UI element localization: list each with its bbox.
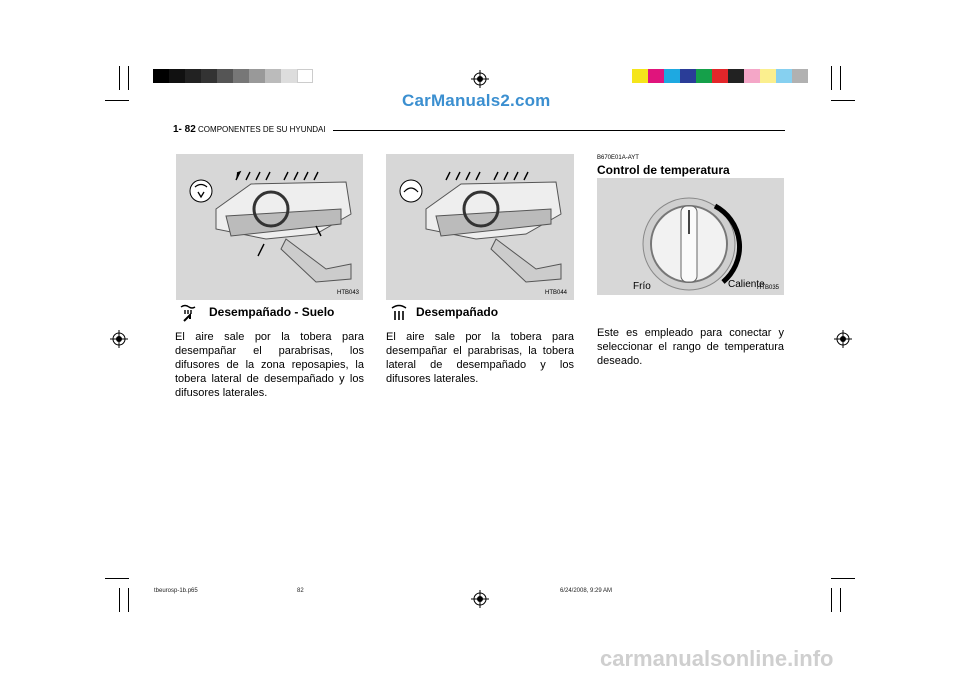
- page-header: [173, 124, 326, 135]
- temperature-knob-illustration: [597, 178, 784, 295]
- defrost-icon: [389, 303, 409, 323]
- crop-mark: [831, 578, 855, 579]
- footer-page: 82: [297, 588, 304, 594]
- crop-mark: [119, 588, 120, 612]
- grayscale-bar: [153, 69, 313, 83]
- dashboard-illustration: [176, 154, 363, 300]
- body-text: El aire sale por la tobera para desempañar el parabrisas, la tobera lateral de desempañado y los difusores laterales.: [386, 331, 574, 385]
- crop-mark: [840, 588, 841, 612]
- registration-mark-icon: [834, 330, 852, 348]
- figure-code: HTB035: [757, 285, 780, 291]
- footer-file: tbeurosp-1b.p65: [154, 588, 198, 594]
- color-bar: [632, 69, 808, 83]
- section-title: COMPONENTES DE SU HYUNDAI: [198, 125, 326, 134]
- body-text: El aire sale por la tobera para desempañar el parabrisas, los difusores de la zona reposapies, la tobera lateral de desempañado y los difusores laterales.: [175, 331, 364, 399]
- body-text: Este es empleado para conectar y seleccionar el rango de temperatura deseado.: [597, 327, 784, 367]
- crop-mark: [105, 100, 129, 101]
- watermark[interactable]: CarManuals2.com: [402, 91, 551, 110]
- crop-mark: [119, 66, 120, 90]
- defrost-floor-icon: [178, 303, 198, 323]
- dashboard-illustration: [386, 154, 574, 300]
- footer-date: 6/24/2008, 9:29 AM: [560, 588, 613, 594]
- figure-code: HTB044: [545, 290, 568, 296]
- section-heading: Control de temperatura: [597, 163, 730, 177]
- header-rule: [333, 130, 785, 131]
- crop-mark: [128, 588, 129, 612]
- bottom-watermark[interactable]: carmanualsonline.info: [600, 646, 834, 671]
- figure-code: HTB043: [337, 290, 360, 296]
- crop-mark: [128, 66, 129, 90]
- cold-label: Frío: [633, 281, 651, 292]
- registration-mark-icon: [471, 70, 489, 88]
- registration-mark-icon: [471, 590, 489, 608]
- section-heading: Desempañado: [416, 305, 499, 319]
- crop-mark: [831, 100, 855, 101]
- crop-mark: [831, 66, 832, 90]
- registration-mark-icon: [110, 330, 128, 348]
- page-number: 1- 82: [173, 124, 196, 135]
- crop-mark: [840, 66, 841, 90]
- section-heading: Desempañado - Suelo: [209, 305, 335, 319]
- reference-code: B670E01A-AYT: [597, 155, 639, 161]
- crop-mark: [831, 588, 832, 612]
- crop-mark: [105, 578, 129, 579]
- hot-label: Caliente: [728, 279, 765, 290]
